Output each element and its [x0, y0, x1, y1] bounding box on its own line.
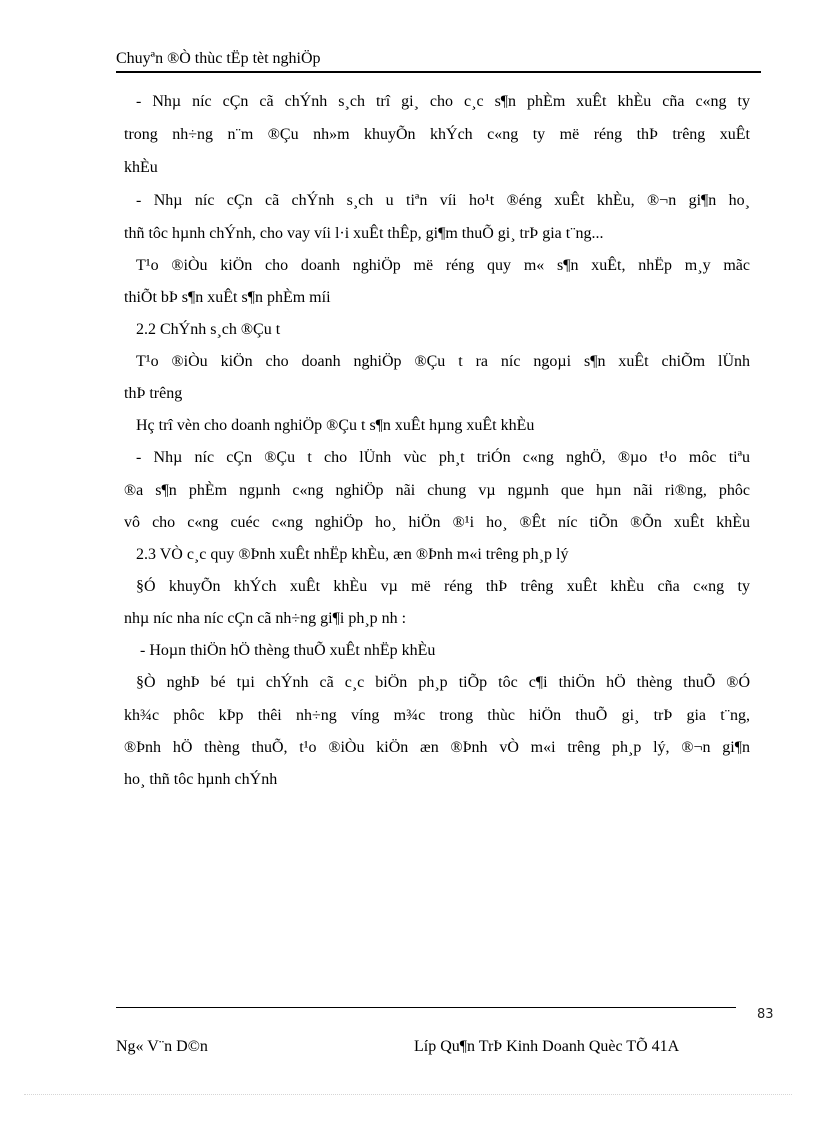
- page-edge-divider: [24, 1094, 792, 1095]
- body-line: ®Þnh hÖ thèng thuÕ, t¹o ®iÒu kiÖn æn ®Þnh vÒ m«i trêng ph¸p lý, ®¬n gi¶n: [124, 739, 750, 756]
- body-line: thñ tôc hµnh chÝnh, cho vay víi l·i xuÊt thÊp, gi¶m thuÕ gi¸ trÞ gia t¨ng...: [124, 225, 604, 242]
- body-line: kh¾c phôc kÞp thêi nh÷ng víng m¾c trong thùc hiÖn thuÕ gi¸ trÞ gia t¨ng,: [124, 707, 750, 724]
- body-line: ®a s¶n phÈm ngµnh c«ng nghiÖp nãi chung vµ ngµnh que hµn nãi ri®ng, phôc: [124, 482, 750, 499]
- body-line: T¹o ®iÒu kiÖn cho doanh nghiÖp më réng quy m« s¶n xuÊt, nhËp m¸y mãc: [136, 257, 750, 274]
- body-line: ho¸ thñ tôc hµnh chÝnh: [124, 771, 278, 788]
- body-line: T¹o ®iÒu kiÖn cho doanh nghiÖp ®Çu t ra níc ngoµi s¶n xuÊt chiÕm lÜnh: [136, 353, 750, 370]
- page-number: 83: [757, 1007, 774, 1022]
- body-line: trong nh÷ng n¨m ®Çu nh»m khuyÕn khÝch c«ng ty më réng thÞ trêng xuÊt: [124, 126, 750, 143]
- footer-class: Líp Qu¶n TrÞ Kinh Doanh Quèc TÕ 41A: [414, 1038, 680, 1055]
- header-rule: [116, 71, 761, 73]
- section-heading: 2.2 ChÝnh s¸ch ®Çu t: [136, 321, 281, 338]
- body-line: §Ó khuyÕn khÝch xuÊt khÈu vµ më réng thÞ trêng xuÊt khÈu cña c«ng ty: [136, 578, 750, 595]
- body-line: vô cho c«ng cuéc c«ng nghiÖp ho¸ hiÖn ®¹i ho¸ ®Êt níc tiÕn ®Õn xuÊt khÈu: [124, 514, 750, 531]
- body-line: - Nhµ níc cÇn ®Çu t cho lÜnh vùc ph¸t triÓn c«ng nghÖ, ®µo t¹o môc tiªu: [136, 449, 750, 466]
- page-header: Chuyªn ®Ò thùc tËp tèt nghiÖp: [116, 50, 321, 67]
- body-line: nhµ níc nha níc cÇn cã nh÷ng gi¶i ph¸p nh :: [124, 610, 407, 627]
- footer-rule: [116, 1007, 736, 1008]
- body-line: §Ò nghÞ bé tµi chÝnh cã c¸c biÖn ph¸p tiÕp tôc c¶i thiÖn hÖ thèng thuÕ ®Ó: [136, 674, 750, 691]
- body-line: - Nhµ níc cÇn cã chÝnh s¸ch u tiªn víi ho¹t ®éng xuÊt khÈu, ®¬n gi¶n ho¸: [136, 192, 750, 209]
- body-line: thiÕt bÞ s¶n xuÊt s¶n phÈm míi: [124, 289, 331, 306]
- footer-author: Ng« V¨n D©n: [116, 1038, 208, 1055]
- body-line: - Nhµ níc cÇn cã chÝnh s¸ch trî gi¸ cho c¸c s¶n phÈm xuÊt khÈu cña c«ng ty: [136, 93, 750, 110]
- body-line: thÞ trêng: [124, 385, 183, 402]
- body-line: - Hoµn thiÖn hÖ thèng thuÕ xuÊt nhËp khÈu: [140, 642, 436, 659]
- body-line: khÈu: [124, 159, 158, 176]
- section-heading: 2.3 VÒ c¸c quy ®Þnh xuÊt nhËp khÈu, æn ®Þnh m«i trêng ph¸p lý: [136, 546, 569, 563]
- body-line: Hç trî vèn cho doanh nghiÖp ®Çu t s¶n xuÊt hµng xuÊt khÈu: [136, 417, 535, 434]
